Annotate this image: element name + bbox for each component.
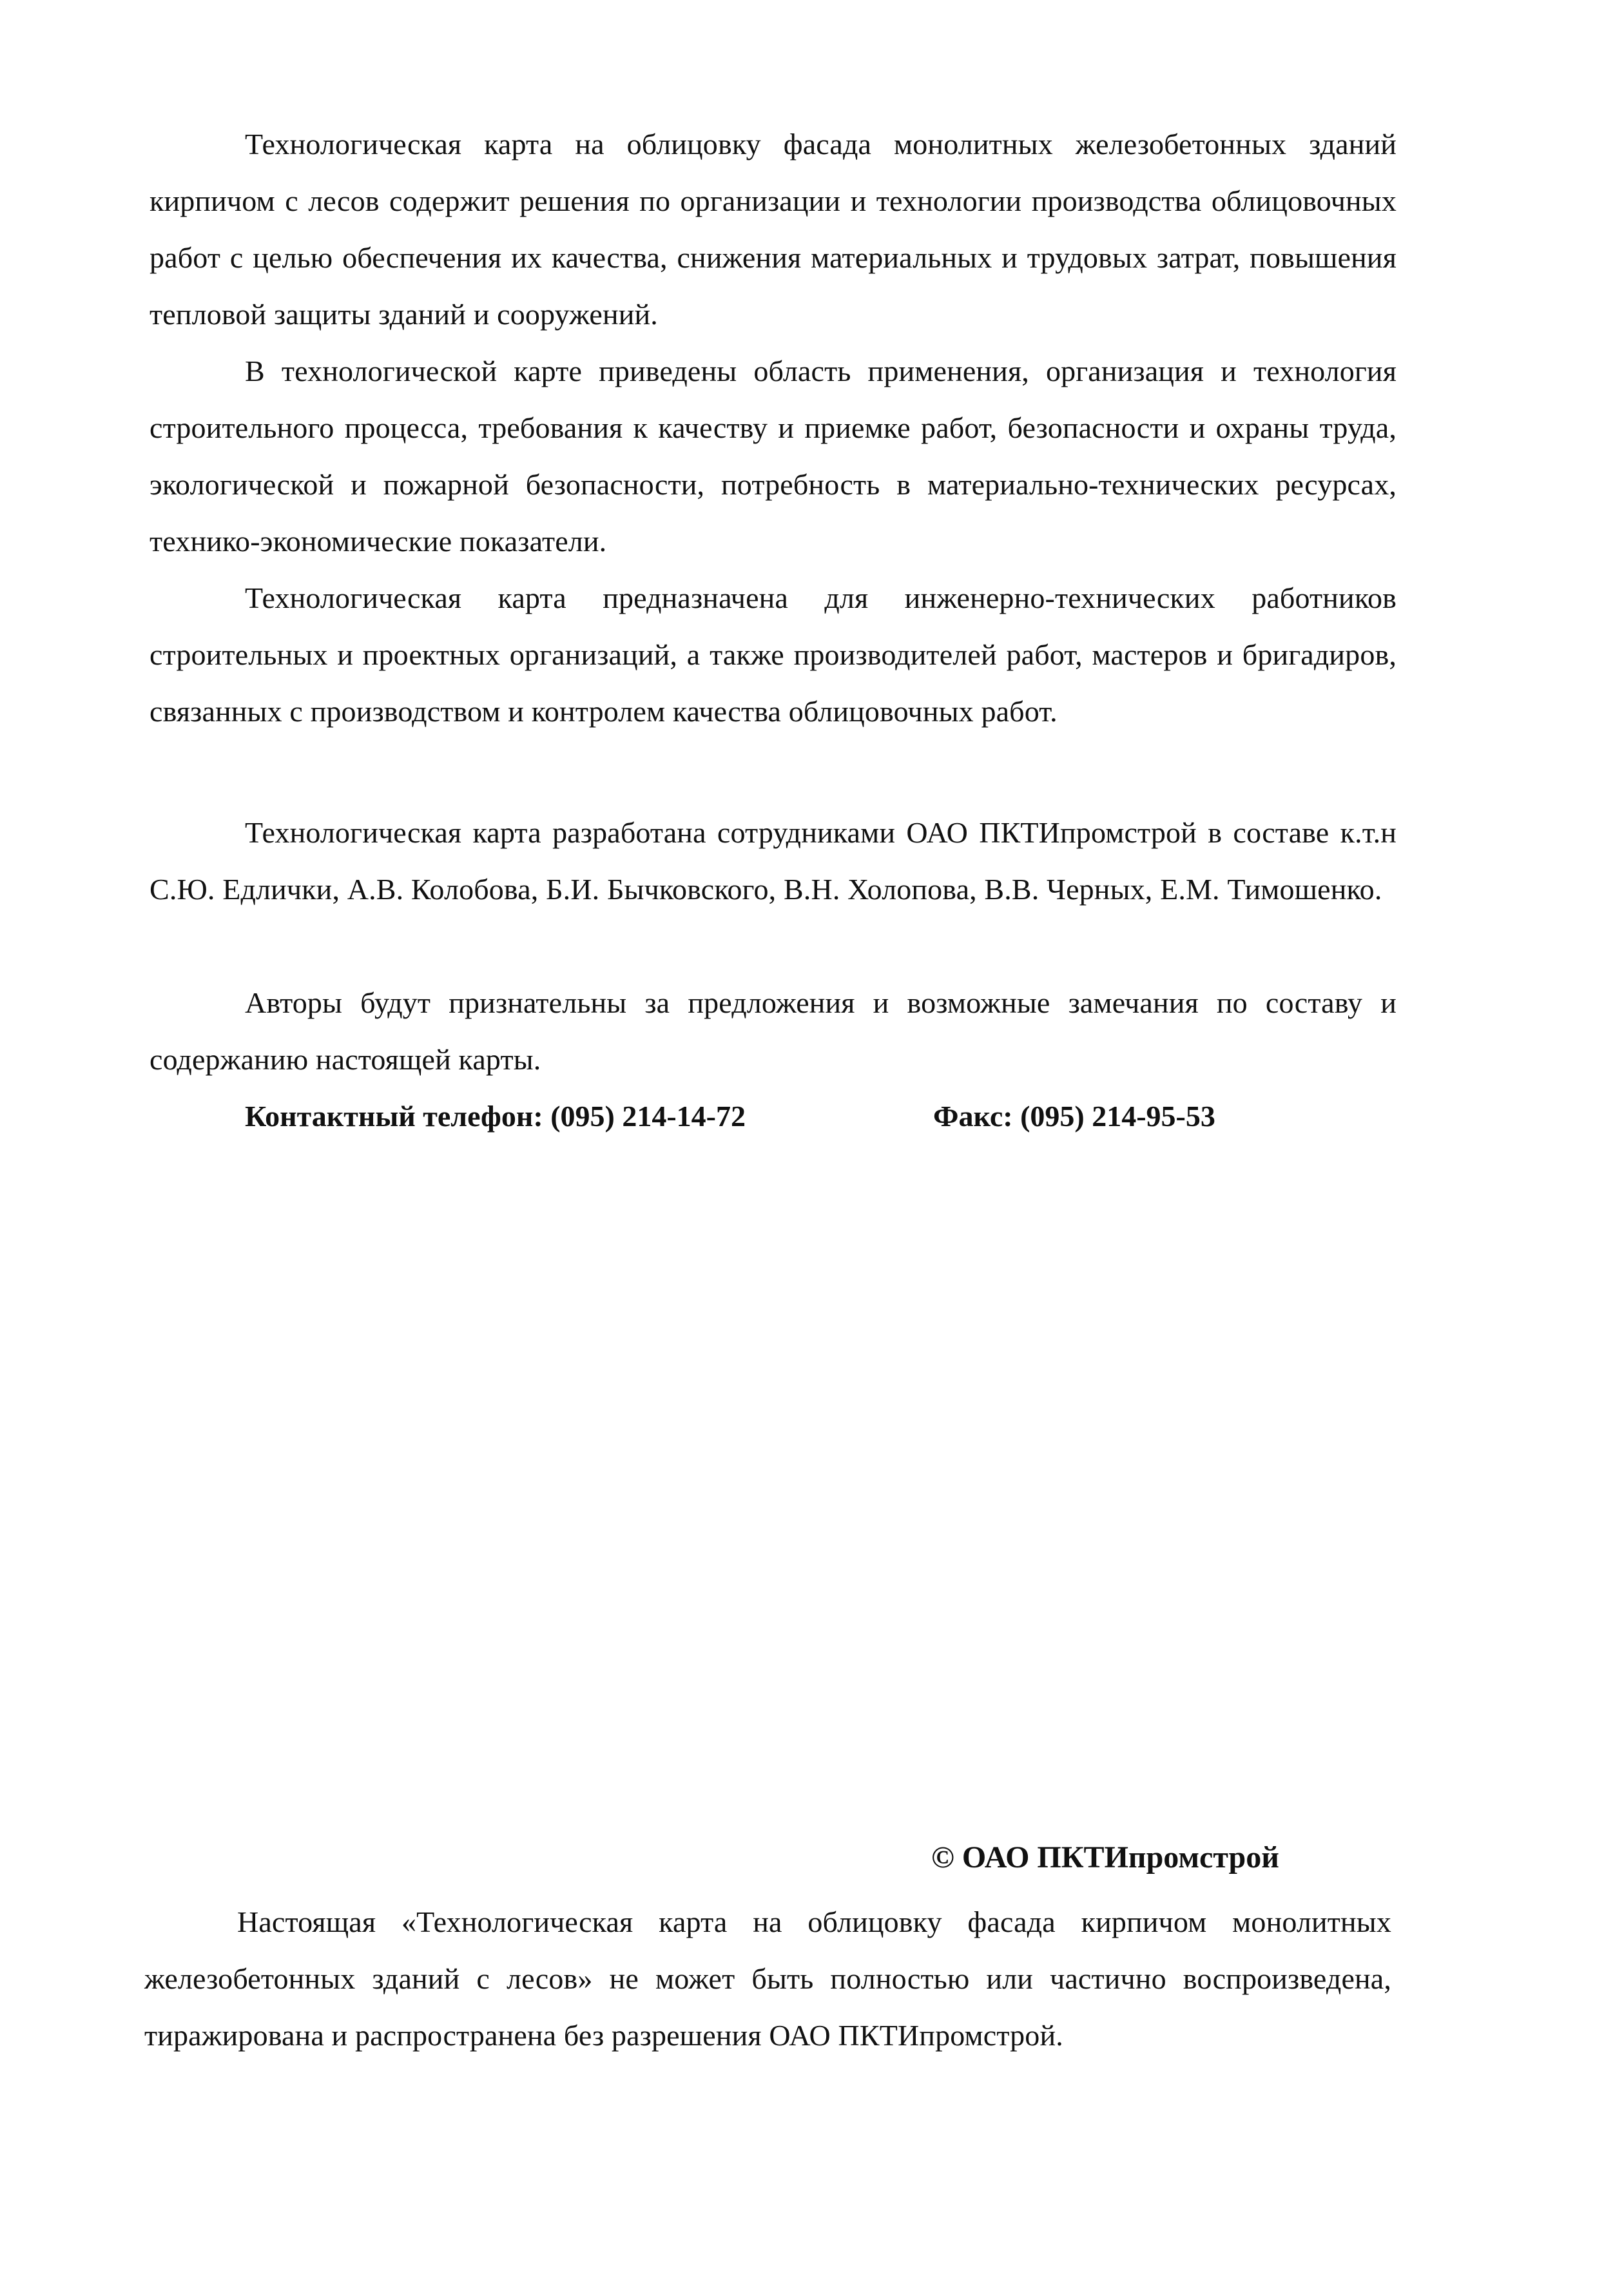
paragraph-authors: Технологическая карта разработана сотрудниками ОАО ПКТИпромстрой в составе к.т.н С.Ю. Едлички, А.В. Колобова, Б.И. Бычковского, В.Н. Холопова, В.В. Черных, Е.М. Тимошенко. bbox=[150, 816, 1397, 906]
paragraph-feedback: Авторы будут признательны за предложения и возможные замечания по составу и содержанию настоящей карты. bbox=[150, 986, 1397, 1076]
contact-fax: Факс: (095) 214-95-53 bbox=[933, 1100, 1215, 1133]
paragraph-intro: Технологическая карта на облицовку фасада монолитных железобетонных зданий кирпичом с лесов содержит решения по организации и технологии производства облицовочных работ с целью обеспечения их качества, снижения материальных и трудовых затрат, повышения тепловой защиты зданий и сооружений. bbox=[150, 128, 1397, 331]
contacts-line bbox=[245, 1088, 1405, 1145]
paragraph-audience: Технологическая карта предназначена для инженерно-технических работников строительных и проектных организаций, а также производителей работ, мастеров и бригадиров, связанных с производством и контролем качества облицовочных работ. bbox=[150, 581, 1397, 728]
paragraph-contents: В технологической карте приведены область применения, организация и технология строительного процесса, требования к качеству и приемке работ, безопасности и охраны труда, экологической и пожарной безопасности, потребность в материально-технических ресурсах, технико-экономические показатели. bbox=[150, 355, 1397, 558]
contact-phone: Контактный телефон: (095) 214-14-72 bbox=[245, 1100, 746, 1133]
copyright-line: © ОАО ПКТИпромстрой bbox=[931, 1840, 1279, 1874]
copyright-notice: Настоящая «Технологическая карта на облицовку фасада кирпичом монолитных железобетонных зданий с лесов» не может быть полностью или частично воспроизведена, тиражирована и распространена без разрешения ОАО ПКТИпромстрой. bbox=[144, 1905, 1391, 2052]
